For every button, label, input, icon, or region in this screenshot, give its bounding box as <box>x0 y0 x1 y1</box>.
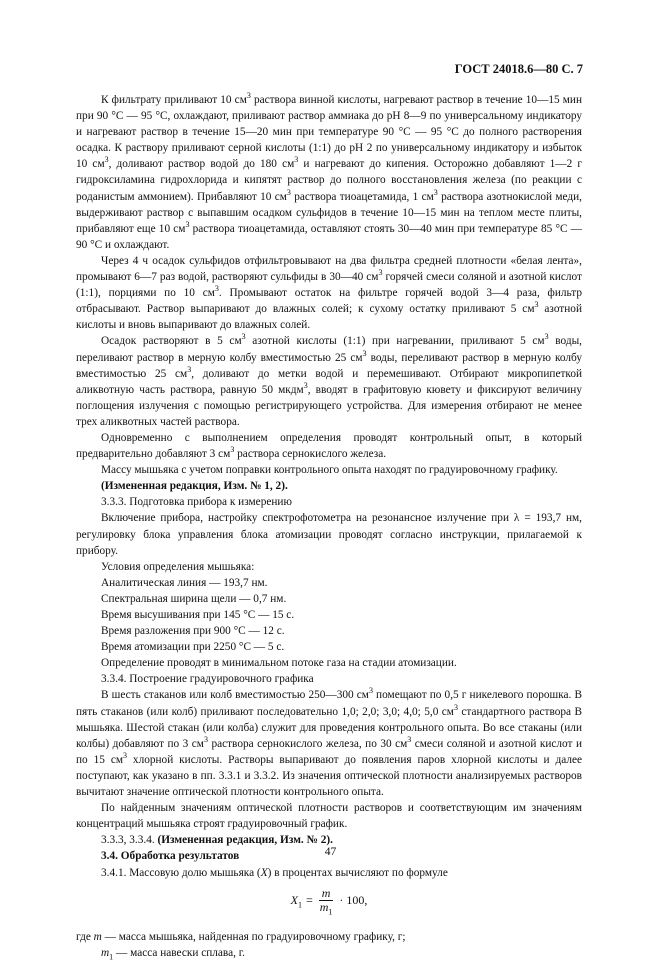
paragraph-5: Массу мышьяка с учетом поправки контрольного опыта находят по градуировочному графику. <box>101 464 558 477</box>
formula-tail: · 100, <box>339 893 368 908</box>
paragraph-15: Определение проводят в минимальном потоке газа на стадии атомизации. <box>101 657 457 670</box>
paragraphs <box>76 92 582 881</box>
paragraph-20: 3.4. Обработка результатов <box>101 850 240 863</box>
page-number: 47 <box>324 846 337 858</box>
paragraph-21: 3.4.1. Массовую долю мышьяка (X) в процентах вычисляют по формуле <box>101 866 448 879</box>
paragraph-7: 3.3.3. Подготовка прибора к измерению <box>101 496 292 509</box>
paragraph-12: Время высушивания при 145 °С — 15 с. <box>101 609 295 621</box>
paragraph-8: Включение прибора, настройку спектрофотометра на резонансное излучение при λ = 193,7 нм, регулировку блока управления блока атомизации проводят согласно инструкции, прилагаемой к прибору. <box>76 512 582 557</box>
formula-numerator: m <box>319 887 334 901</box>
paragraph-4: Одновременно с выполнением определения проводят контрольный опыт, в который предварительно добавляют 3 $см^3$ раствора сернокислого железа. <box>76 431 582 461</box>
paragraph-11: Спектральная ширина щели — 0,7 нм. <box>101 592 287 605</box>
paragraph-13: Время разложения при 900 °С — 12 с. <box>101 625 285 638</box>
paragraph-19: 3.3.3, 3.3.4. (Измененная редакция, Изм. № 2). <box>101 834 333 847</box>
formula-legend <box>76 929 582 961</box>
paragraph-9: Условия определения мышьяка: <box>101 560 255 573</box>
paragraph-6: (Измененная редакция, Изм. № 1, 2). <box>101 480 288 493</box>
paragraph-16: 3.3.4. Построение градуировочного графика <box>101 673 314 686</box>
paragraph-17: В шесть стаканов или колб вместимостью 250—300 $см^3$ помещают по 0,5 г никелевого порошка. В пять стаканов (или колб) приливают последовательно 1,0; 2,0; 3,0; 4,0; 5,0 $см^3$ стандартного раствора В мышьяка. Шестой стакан (или колба) служит для проведения контрольного опыта. Во все стаканы (или колбы) добавляют по 3 $см^3$ раствора сернокислого железа, по 30 $см^3$ смеси соляной и азотной кислот и по 15 $см^3$ хлорной кислоты. Растворы выпаривают до появления паров хлорной кислоты и далее поступают, как указано в пп. 3.3.1 и 3.3.2. Из значения оптической плотности анализируемых растворов вычитают значение оптической плотности контрольного опыта. <box>76 686 582 799</box>
formula-fraction <box>317 887 336 914</box>
legend-line-2: $m_1$ — масса навески сплава, г. <box>101 946 245 961</box>
document-body <box>76 92 582 961</box>
formula-denominator: $m_1$ <box>319 899 333 916</box>
formula-equals: = <box>305 893 313 908</box>
paragraph-18: По найденным значениям оптической плотности растворов и соответствующим им значениям концентраций мышьяка строят градуировочный график. <box>76 802 582 831</box>
paragraph-3: Осадок растворяют в 5 $см^3$ азотной кислоты (1:1) при нагревании, приливают 5 $см^3$ воды, переливают раствор в мерную колбу вместимостью 25 $см^3$ воды, переливают раствор в мерную колбу вместимостью 25 $см^3$, доливают до метки водой и перемешивают. Отбирают микропипеткой аликвотную часть раствора, равную 50 мкдм$^3$, вводят в графитовую кювету и фиксируют величину поглощения излучения с помощью регистрирующего устройства. Для измерения отбирают не менее трех аликвотных частей раствора. <box>76 332 583 428</box>
page-header: ГОСТ 24018.6—80 С. 7 <box>454 62 583 76</box>
paragraph-2: Через 4 ч осадок сульфидов отфильтровывают на два фильтра средней плотности «белая лента», промывают 6—7 раз водой, растворяют сульфиды в 30—40 $см^3$ горячей смеси соляной и азотной кислот (1:1), порциями по 10 $см^3$. Промывают остаток на фильтре горячей водой 3—4 раза, фильтр отбрасывают. Раствор выпаривают до влажных солей; к сухому остатку приливают 5 $см^3$ азотной кислоты и вновь выпаривают до влажных солей. <box>76 254 582 332</box>
paragraph-14: Время атомизации при 2250 °С — 5 с. <box>101 641 285 654</box>
legend-line-1: где m — масса мышьяка, найденная по градуировочному графику, г; <box>76 930 406 943</box>
paragraph-10: Аналитическая линия — 193,7 нм. <box>101 576 268 589</box>
formula-lhs: $X_1$ <box>290 893 302 910</box>
formula <box>76 887 582 921</box>
paragraph-1: К фильтрату приливают 10 $см^3$ раствора винной кислоты, нагревают раствор в течение 10—15 мин при 90 °С — 95 °С, охлаждают, приливают раствор аммиака до pH 8—9 по универсальному индикатору и нагревают раствор в течение 15—20 мин при температуре 90 °С — 95 °С до полного растворения осадка. К раствору приливают серной кислоты (1:1) до pH 2 по универсальному индикатору и избыток 10 $см^3$, доливают раствор водой до 180 $см^3$ и нагревают до кипения. Осторожно добавляют 1—2 г гидроксиламина гидрохлорида и кипятят раствор до полного восстановления железа (по реакции с роданистым аммонием). Прибавляют 10 $см^3$ раствора тиоацетамида, 1 $см^3$ раствора азотнокислой меди, выдерживают раствор с выпавшим осадком сульфидов в течение 10—15 мин на теплом месте плиты, прибавляют еще 10 $см^3$ раствора тиоацетамида, оставляют стоять 30—40 мин при температуре 85 °С — 90 °С и охлаждают. <box>76 91 582 251</box>
